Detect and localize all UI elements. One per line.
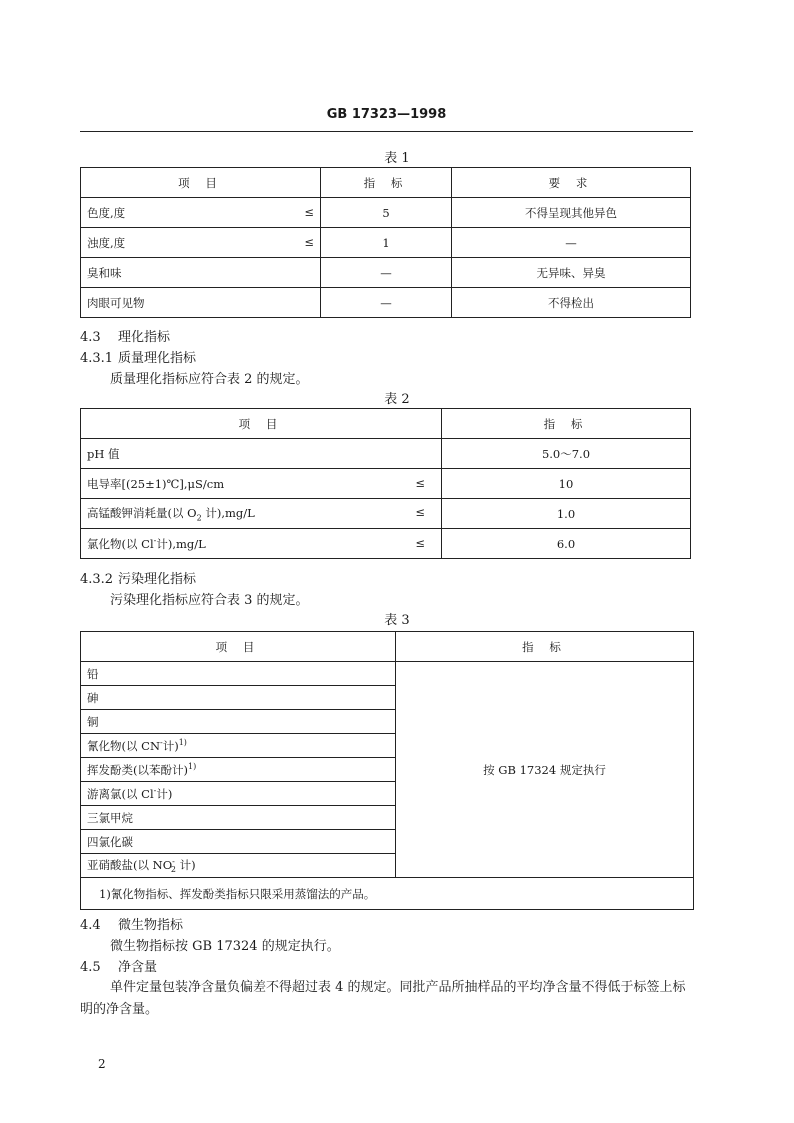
table-row <box>81 228 691 258</box>
table1-header-req: 要 求 <box>452 168 691 198</box>
item: 高锰酸钾消耗量(以 $O_2$ 计),mg/L <box>87 505 255 523</box>
table1-caption: 表 1 <box>384 151 410 166</box>
section-number: 4.3.1 <box>80 351 114 366</box>
table3-caption: 表 3 <box>384 613 410 628</box>
page-number: 2 <box>98 1057 106 1071</box>
table-row <box>81 439 691 469</box>
table2-header-item: 项 目 <box>81 409 442 439</box>
item: 浊度,度 <box>87 235 126 250</box>
merged-value: 按 GB 17324 规定执行 <box>396 662 694 878</box>
value: 1.0 <box>442 499 691 529</box>
table2-caption: 表 2 <box>384 392 410 407</box>
section-4-3-2 <box>80 568 196 587</box>
table-row <box>81 469 691 499</box>
table-row <box>81 288 691 318</box>
page-header: GB 17323—1998 <box>80 107 693 132</box>
section-4-5-text: 单件定量包装净含量负偏差不得超过表 4 的规定。同批产品所抽样品的平均净含量不得低于标签上标明的净含量。 <box>80 980 686 1017</box>
section-4-3 <box>80 326 170 345</box>
table-row <box>81 198 691 228</box>
section-4-5 <box>80 956 157 975</box>
item: 铅 <box>81 662 396 686</box>
le-sign: ≤ <box>415 504 425 519</box>
item: 臭和味 <box>87 265 122 280</box>
section-title: 质量理化指标 <box>118 351 197 366</box>
section-4-4 <box>80 914 183 933</box>
value: 5 <box>321 198 452 228</box>
value: 10 <box>442 469 691 499</box>
section-title: 净含量 <box>118 960 158 975</box>
value: 5.0～7.0 <box>442 439 691 469</box>
value: — <box>321 288 452 318</box>
item: 铜 <box>81 710 396 734</box>
item: 四氯化碳 <box>81 830 396 854</box>
item: 砷 <box>81 686 396 710</box>
section-number: 4.3.2 <box>80 572 114 587</box>
table3-header-item: 项 目 <box>81 632 396 662</box>
item: 氰化物(以 CN-计)$^{1)}$ <box>81 734 396 758</box>
item: pH 值 <box>87 446 120 461</box>
section-number: 4.3 <box>80 330 101 345</box>
item: 肉眼可见物 <box>87 295 145 310</box>
item: 色度,度 <box>87 205 126 220</box>
item: 氯化物(以 Cl-计),mg/L <box>87 535 206 551</box>
section-title: 微生物指标 <box>118 918 184 933</box>
section-4-3-2-text: 污染理化指标应符合表 3 的规定。 <box>110 593 309 608</box>
section-4-3-1-text: 质量理化指标应符合表 2 的规定。 <box>110 372 309 387</box>
table-row <box>81 529 691 559</box>
requirement: 不得检出 <box>452 288 691 318</box>
item: 电导率[(25±1)℃],μS/cm <box>87 476 225 491</box>
item: 亚硝酸盐(以 $NO^-_2$ 计) <box>81 854 396 878</box>
table3-footnote: 1)氰化物指标、挥发酚类指标只限采用蒸馏法的产品。 <box>81 878 694 910</box>
item: 游离氯(以 Cl-计) <box>81 782 396 806</box>
table1-header-item: 项 目 <box>81 168 321 198</box>
value: 1 <box>321 228 452 258</box>
table-row <box>81 662 694 686</box>
table1-header-value: 指 标 <box>321 168 452 198</box>
section-4-4-text: 微生物指标按 GB 17324 的规定执行。 <box>110 939 340 954</box>
item: 三氯甲烷 <box>81 806 396 830</box>
le-sign: ≤ <box>415 535 425 550</box>
table3-header-value: 指 标 <box>396 632 694 662</box>
section-number: 4.5 <box>80 960 101 975</box>
requirement: 无异味、异臭 <box>452 258 691 288</box>
le-sign: ≤ <box>415 475 425 490</box>
section-title: 污染理化指标 <box>118 572 197 587</box>
value: — <box>321 258 452 288</box>
table3 <box>80 631 694 910</box>
value: 6.0 <box>442 529 691 559</box>
section-title: 理化指标 <box>118 330 171 345</box>
table2 <box>80 408 691 559</box>
section-4-3-1 <box>80 347 196 366</box>
le-sign: ≤ <box>304 234 314 249</box>
requirement: 不得呈现其他异色 <box>452 198 691 228</box>
requirement: — <box>452 228 691 258</box>
table-row <box>81 258 691 288</box>
table-row <box>81 499 691 529</box>
item: 挥发酚类(以苯酚计)$^{1)}$ <box>81 758 396 782</box>
le-sign: ≤ <box>304 204 314 219</box>
section-number: 4.4 <box>80 918 101 933</box>
table1 <box>80 167 691 318</box>
table2-header-value: 指 标 <box>442 409 691 439</box>
